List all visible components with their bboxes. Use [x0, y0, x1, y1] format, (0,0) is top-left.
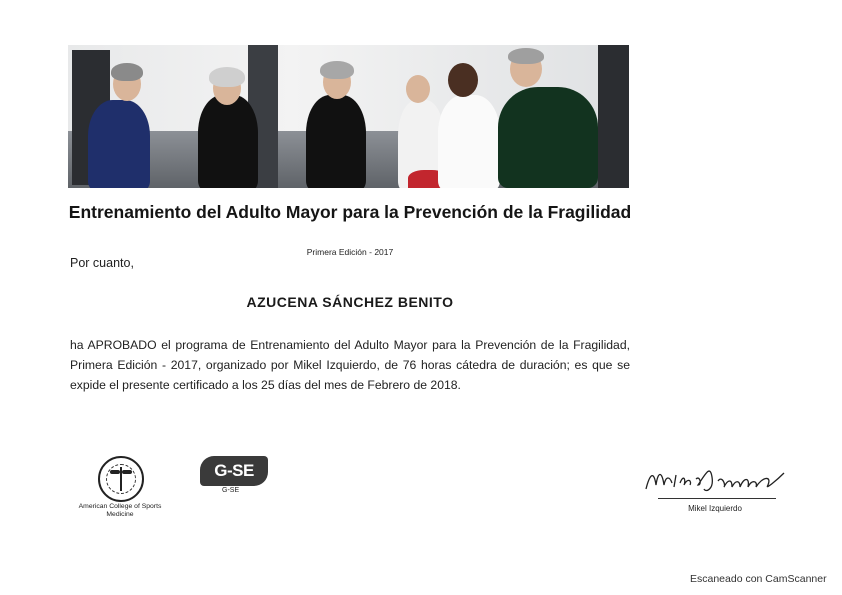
acsm-logo-icon	[98, 456, 144, 502]
signature-line	[658, 498, 776, 499]
certificate-subtitle: Primera Edición - 2017	[306, 247, 394, 257]
gse-label: G-SE	[222, 487, 240, 494]
gse-logo: G-SE	[200, 456, 268, 486]
recipient-name: AZUCENA SÁNCHEZ BENITO	[246, 294, 454, 310]
signature-graphic	[640, 455, 790, 501]
scanner-watermark: Escaneado con CamScanner	[690, 573, 827, 585]
signer-name: Mikel Izquierdo	[688, 504, 742, 513]
certificate-title: Entrenamiento del Adulto Mayor para la Prevención de la Fragilidad	[68, 202, 632, 222]
intro-text: Por cuanto,	[70, 256, 134, 270]
header-photo	[68, 45, 629, 188]
certificate-body: ha APROBADO el programa de Entrenamiento del Adulto Mayor para la Prevención de la Fragilidad, Primera Edición - 2017, organizado por Mikel Izquierdo, de 76 horas cátedra de duración; es que se expide el presente certificado a los 25 días del mes de Febrero de 2018.	[70, 338, 630, 392]
acsm-label: American College of Sports Medicine	[78, 503, 162, 518]
